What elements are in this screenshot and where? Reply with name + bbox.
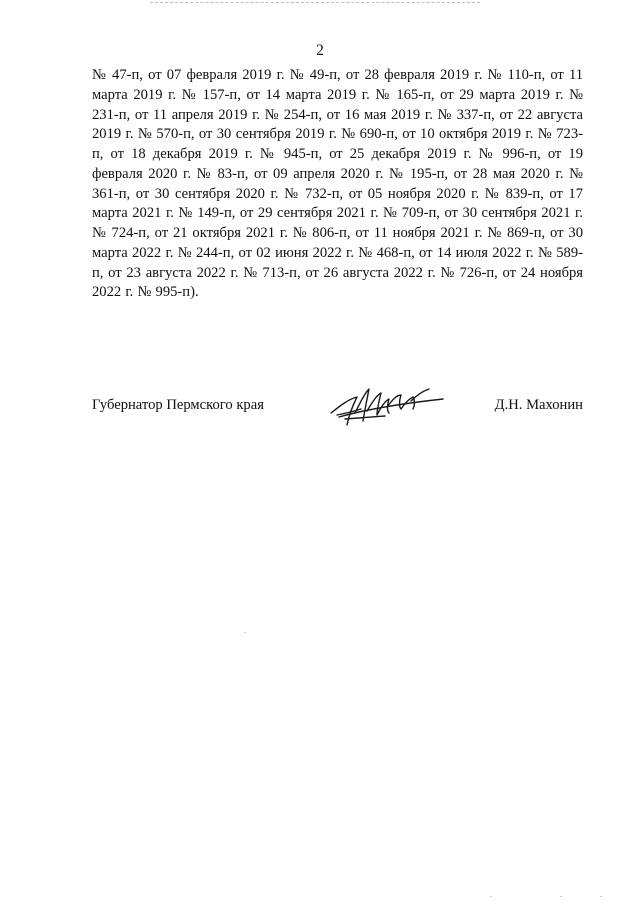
scan-top-edge (150, 2, 480, 3)
signature-block (92, 383, 583, 433)
scan-speck (560, 896, 562, 897)
signer-title: Губернатор Пермского края (92, 397, 264, 413)
signer-name: Д.Н. Махонин (494, 397, 583, 413)
page-number: 2 (316, 42, 324, 59)
scan-speck (244, 632, 246, 633)
scan-speck (490, 896, 492, 897)
scan-speck (600, 896, 602, 897)
handwritten-signature (327, 383, 447, 431)
body-paragraph: № 47-п, от 07 февраля 2019 г. № 49-п, от 28 февраля 2019 г. № 110-п, от 11 марта 2019 г. № 157-п, от 14 марта 2019 г. № 165-п, от 29 марта 2019 г. № 231-п, от 11 апреля 2019 г. № 254-п, от 16 мая 2019 г. № 337-п, от 22 августа 2019 г. № 570-п, от 30 сентября 2019 г. № 690-п, от 10 октября 2019 г. № 723-п, от 18 декабря 2019 г. № 945-п, от 25 декабря 2019 г. № 996-п, от 19 февраля 2020 г. № 83-п, от 09 апреля 2020 г. № 195-п, от 28 мая 2020 г. № 361-п, от 30 сентября 2020 г. № 732-п, от 05 ноября 2020 г. № 839-п, от 17 марта 2021 г. № 149-п, от 29 сентября 2021 г. № 709-п, от 30 сентября 2021 г. № 724-п, от 21 октября 2021 г. № 806-п, от 11 ноября 2021 г. № 869-п, от 30 марта 2022 г. № 244-п, от 02 июня 2022 г. № 468-п, от 14 июля 2022 г. № 589-п, от 23 августа 2022 г. № 713-п, от 26 августа 2022 г. № 726-п, от 24 ноября 2022 г. № 995-п). (92, 67, 583, 301)
